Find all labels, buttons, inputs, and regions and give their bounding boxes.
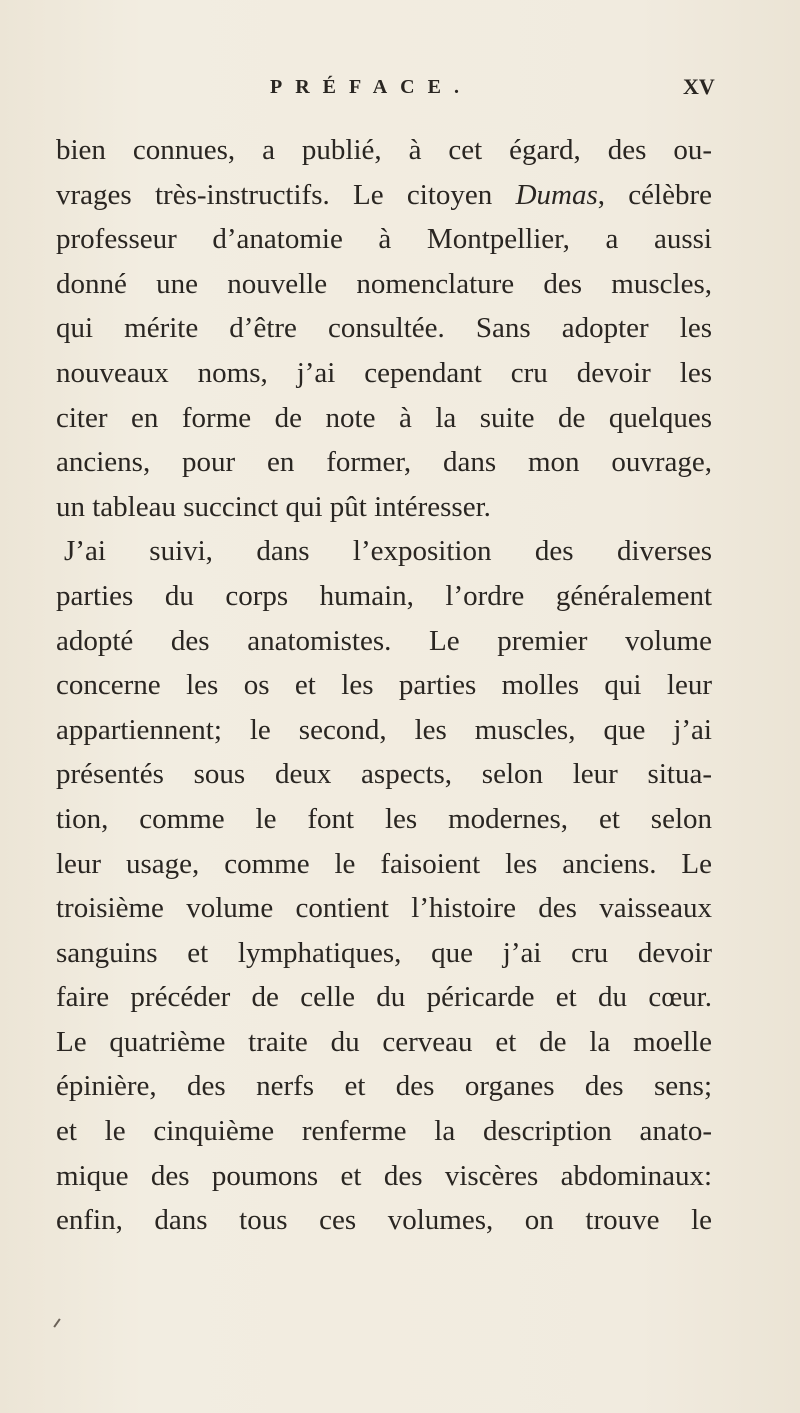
text-line: donné une nouvelle nomenclature des muscles,	[56, 267, 712, 300]
text-line: présentés sous deux aspects, selon leur situa-	[56, 758, 712, 791]
text-line: parties du corps humain, l’ordre généralement	[56, 579, 712, 612]
text-line: tion, comme le font les modernes, et selon	[56, 802, 712, 835]
text-line: bien connues, a publié, à cet égard, des ou-	[56, 134, 712, 166]
text-line: mique des poumons et des viscères abdominaux:	[56, 1159, 712, 1192]
text-line	[56, 173, 712, 218]
page-number: XV	[683, 74, 715, 99]
ink-speck	[53, 1318, 60, 1327]
text-line: professeur d’anatomie à Montpellier, a aussi	[56, 223, 712, 256]
text-line: anciens, pour en former, dans mon ouvrage,	[56, 446, 712, 479]
text-line: leur usage, comme le faisoient les anciens. Le	[56, 847, 712, 880]
text-line: qui mérite d’être consultée. Sans adopter les	[56, 312, 712, 345]
text-line: concerne les os et les parties molles qui leur	[56, 669, 712, 702]
text-line: épinière, des nerfs et des organes des sens;	[56, 1070, 712, 1103]
text-line: nouveaux noms, j’ai cependant cru devoir les	[56, 356, 712, 389]
author-name: Dumas	[515, 178, 598, 211]
text-segment: , célèbre	[597, 178, 712, 211]
text-line: faire précéder de celle du péricarde et du cœur.	[56, 981, 712, 1014]
text-line: Le quatrième traite du cerveau et de la moelle	[56, 1025, 712, 1058]
text-segment: vrages très-instructifs. Le citoyen	[56, 178, 516, 211]
text-line: troisième volume contient l’histoire des vaisseaux	[56, 892, 712, 925]
text-line: un tableau succinct qui pût intéresser.	[56, 490, 491, 523]
text-line: citer en forme de note à la suite de quelques	[56, 401, 712, 434]
page-header	[0, 76, 800, 106]
text-line: J’ai suivi, dans l’exposition des diverses	[64, 535, 712, 568]
text-line: et le cinquième renferme la description anato-	[56, 1115, 712, 1148]
body-text	[56, 128, 712, 1243]
text-line: sanguins et lymphatiques, que j’ai cru devoir	[56, 936, 712, 969]
text-line: enfin, dans tous ces volumes, on trouve le	[56, 1204, 712, 1237]
text-line: adopté des anatomistes. Le premier volume	[56, 624, 712, 657]
running-head: PRÉFACE.	[270, 76, 472, 98]
text-line: appartiennent; le second, les muscles, que j’ai	[56, 713, 712, 746]
